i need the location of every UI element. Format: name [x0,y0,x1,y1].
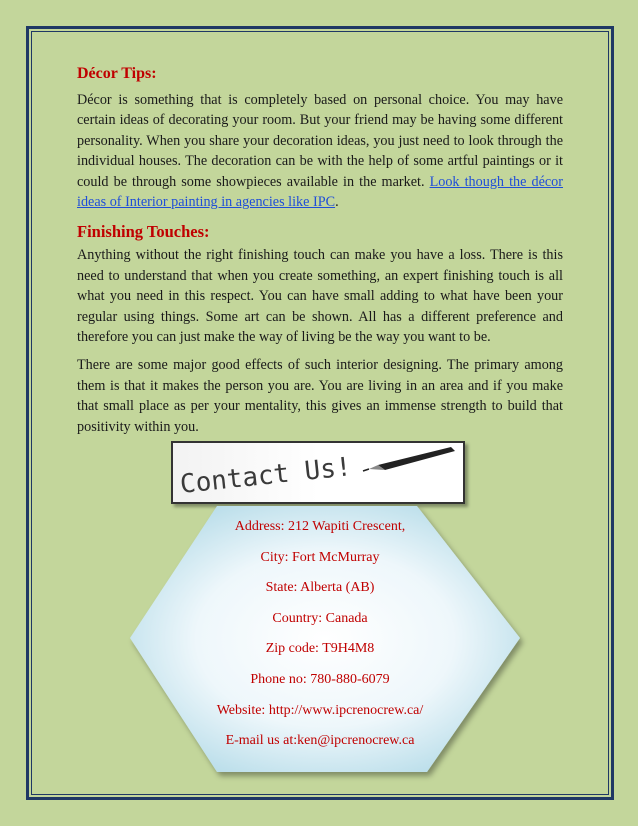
decor-tips-heading: Décor Tips: [77,65,157,82]
finishing-touches-heading: Finishing Touches: [77,222,210,242]
finishing-touches-paragraph-1: Anything without the right finishing touch can make you have a loss. There is this need to understand that when you create something, an expert finishing touch is all what you need in this respect. You can have small adding to what have been your regular using things. Some art can be shown. All has a different preference and therefore you can just make the way of living be the way you want to be. [77,247,563,346]
state-line: State: Alberta (AB) [265,580,375,596]
city-line: City: Fort McMurray [260,549,380,565]
contact-us-text: Contact Us! [178,452,353,500]
email-line[interactable]: E-mail us at:ken@ipcrenocrew.ca [225,733,415,749]
ipc-interior-painting-link[interactable]: Look though the décor ideas of Interior painting in agencies like IPC [77,173,563,211]
country-line: Country: Canada [272,610,368,626]
phone-line: Phone no: 780-880-6079 [250,671,390,687]
zip-line: Zip code: T9H4M8 [265,641,375,657]
decor-tips-text: Décor is something that is completely based on personal choice. You may have certain ideas of decorating your room. But your friend may be having some different personality. When you share your decoration ideas, you just need to look through the individual houses. The decoration can be with the help of some artful paintings or it could be through some showpieces available in the market. [77,92,563,190]
finishing-touches-paragraph-2: There are some major good effects of such interior designing. The primary among them is that it makes the person you are. You are living in an area and if you make that small place as per your mentality, this gives an immense strength to build that positivity within you. [77,357,563,435]
contact-details [170,512,470,757]
website-line[interactable]: Website: http://www.ipcrenocrew.ca/ [216,702,424,718]
address-line: Address: 212 Wapiti Crescent, [234,519,406,534]
decor-tips-trailing: . [335,194,339,211]
